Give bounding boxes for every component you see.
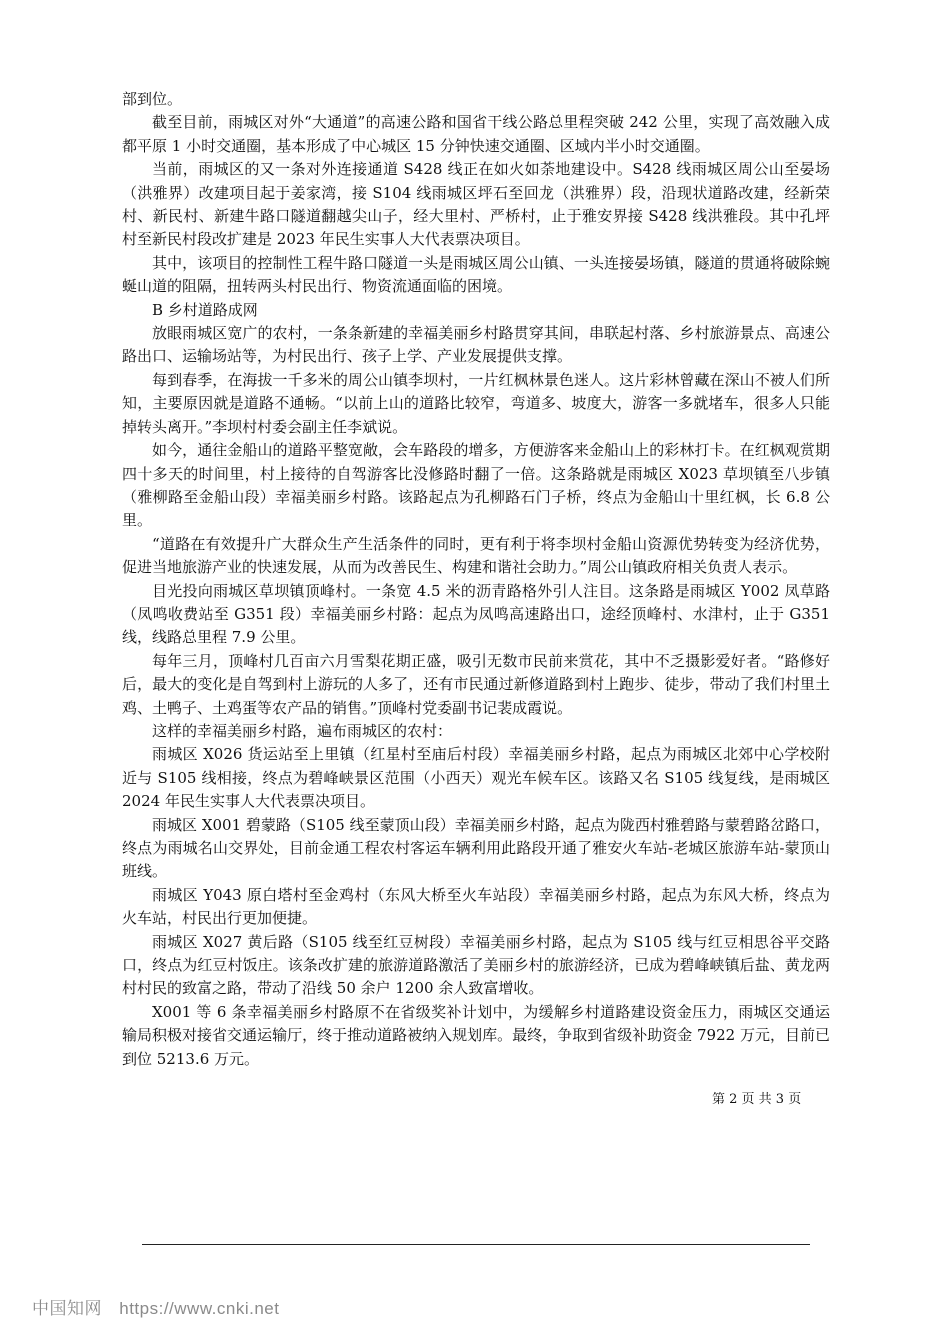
- paragraph: 截至目前，雨城区对外“大通道”的高速公路和国省干线公路总里程突破 242 公里，实现了高效融入成都平原 1 小时交通圈，基本形成了中心城区 15 分钟快速交通圈、区域内半小时交通圈。: [122, 113, 830, 155]
- paragraph: 其中，该项目的控制性工程牛路口隧道一头是雨城区周公山镇、一头连接晏场镇，隧道的贯通将破除蜿蜒山道的阻隔，扭转两头村民出行、物资流通面临的困境。: [122, 253, 830, 296]
- paragraph: “道路在有效提升广大群众生产生活条件的同时，更有利于将李坝村金船山资源优势转变为经济优势，促进当地旅游产业的快速发展，从而为改善民生、构建和谐社会助力。”周公山镇政府相关负责人表示。: [122, 534, 830, 577]
- watermark-url: https://www.cnki.net: [119, 1299, 280, 1318]
- paragraph: 放眼雨城区宽广的农村，一条条新建的幸福美丽乡村路贯穿其间，串联起村落、乡村旅游景点、高速公路出口、运输场站等，为村民出行、孩子上学、产业发展提供支撑。: [122, 324, 830, 366]
- paragraph: 每到春季，在海拔一千多米的周公山镇李坝村，一片红枫林景色迷人。这片彩林曾藏在深山不被人们所知，主要原因就是道路不通畅。“以前上山的道路比较窄，弯道多、坡度大，游客一多就堵车，很多人只能掉转头离开。”李坝村村委会副主任李斌说。: [122, 370, 830, 436]
- paragraph: 目光投向雨城区草坝镇顶峰村。一条宽 4.5 米的沥青路格外引人注目。这条路是雨城区 Y002 凤草路（凤鸣收费站至 G351 段）幸福美丽乡村路：起点为凤鸣高速路出口，途经顶峰村、水津村，止于 G351 线，线路总里程 7.9 公里。: [122, 581, 830, 647]
- watermark-site-name: 中国知网: [32, 1299, 102, 1318]
- paragraph: 雨城区 X001 碧蒙路（S105 线至蒙顶山段）幸福美丽乡村路，起点为陇西村雅碧路与蒙碧路岔路口，终点为雨城名山交界处，目前金通工程农村客运车辆利用此路段开通了雅安火车站-老城区旅游车站-蒙顶山班线。: [122, 815, 830, 881]
- page-number: 第 2 页 共 3 页: [712, 1092, 802, 1107]
- paragraph: 雨城区 X027 黄后路（S105 线至红豆树段）幸福美丽乡村路，起点为 S105 线与红豆相思谷平交路口，终点为红豆村饭庄。该条改扩建的旅游道路激活了美丽乡村的旅游经济，已成为碧峰峡镇后盐、黄龙两村村民的致富之路，带动了沿线 50 余户 1200 余人致富增收。: [122, 932, 830, 998]
- watermark: [32, 1294, 279, 1319]
- paragraph: 雨城区 X026 货运站至上里镇（红星村至庙后村段）幸福美丽乡村路，起点为雨城区北郊中心学校附近与 S105 线相接，终点为碧峰峡景区范围（小西天）观光车候车区。该路又名 S105 线复线，是雨城区 2024 年民生实事人大代表票决项目。: [122, 745, 830, 811]
- paragraph: X001 等 6 条幸福美丽乡村路原不在省级奖补计划中，为缓解乡村道路建设资金压力，雨城区交通运输局积极对接省交通运输厅，终于推动道路被纳入规划库。最终，争取到省级补助资金 7922 万元，目前已到位 5213.6 万元。: [122, 1002, 830, 1068]
- paragraph: B 乡村道路成网: [152, 300, 258, 319]
- paragraph: 部到位。: [122, 90, 183, 108]
- document-body: [122, 88, 830, 1071]
- paragraph: 雨城区 Y043 原白塔村至金鸡村（东风大桥至火车站段）幸福美丽乡村路，起点为东风大桥，终点为火车站，村民出行更加便捷。: [122, 885, 830, 928]
- footer-divider: [142, 1244, 810, 1245]
- paragraph: 每年三月，顶峰村几百亩六月雪梨花期正盛，吸引无数市民前来赏花，其中不乏摄影爱好者。“路修好后，最大的变化是自驾到村上游玩的人多了，还有市民通过新修道路到村上跑步、徒步，带动了我们村里土鸡、土鸭子、土鸡蛋等农产品的销售。”顶峰村党委副书记裴成霞说。: [122, 651, 830, 717]
- paragraph: 当前，雨城区的又一条对外连接通道 S428 线正在如火如荼地建设中。S428 线雨城区周公山至晏场（洪雅界）改建项目起于姜家湾，接 S104 线雨城区坪石至回龙（洪雅界）段，沿现状道路改建，经新荣村、新民村、新建牛路口隧道翻越尖山子，经大里村、严桥村，止于雅安界接 S428 线洪雅段。其中孔坪村至新民村段改扩建是 2023 年民生实事人大代表票决项目。: [122, 160, 830, 249]
- paragraph: 这样的幸福美丽乡村路，遍布雨城区的农村：: [152, 721, 453, 740]
- paragraph: 如今，通往金船山的道路平整宽敞，会车路段的增多，方便游客来金船山上的彩林打卡。在红枫观赏期四十多天的时间里，村上接待的自驾游客比没修路时翻了一倍。这条路就是雨城区 X023 草坝镇至八步镇（雅柳路至金船山段）幸福美丽乡村路。该路起点为孔柳路石门子桥，终点为金船山十里红枫，长 6.8 公里。: [122, 441, 830, 530]
